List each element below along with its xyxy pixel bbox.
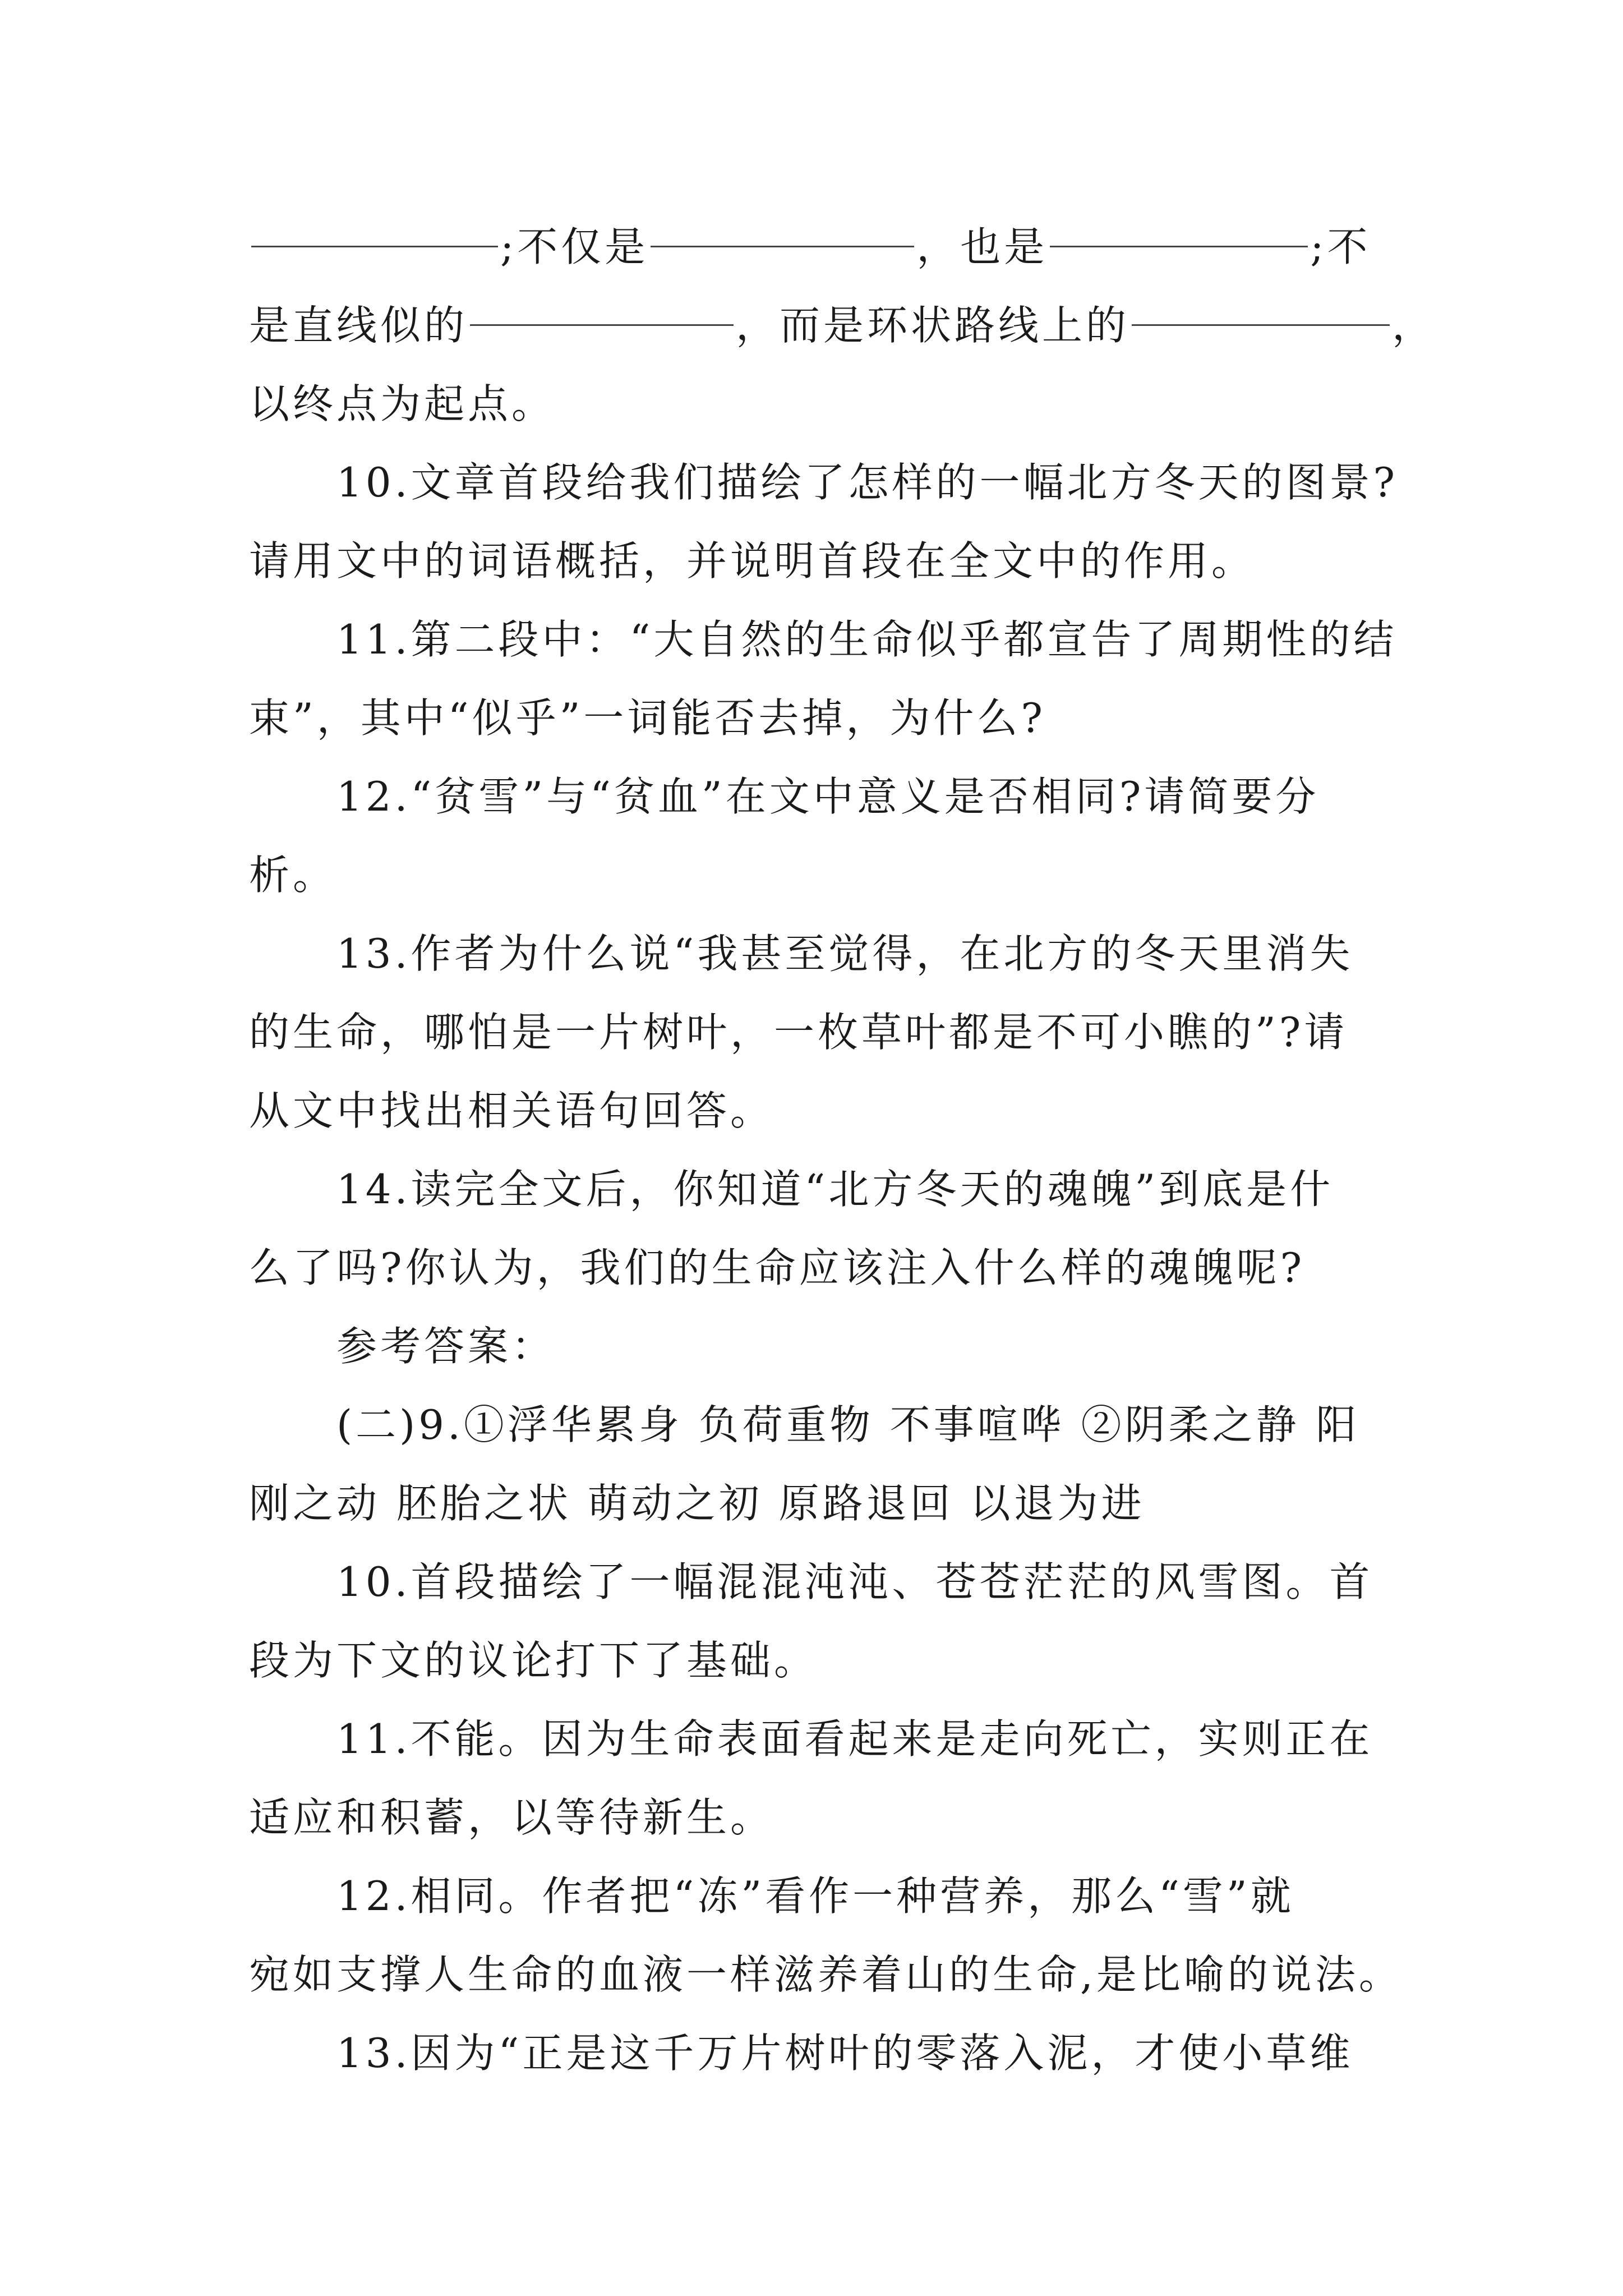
- answer-line: 适应和积蓄，以等待新生。: [249, 1794, 774, 1841]
- answer-line: 10.首段描绘了一幅混混沌沌、苍苍茫茫的风雪图。首: [336, 1558, 1373, 1605]
- answer-line: 12.相同。作者把“冻”看作一种营养，那么“雪”就: [336, 1872, 1294, 1920]
- answer-10: [249, 1543, 1382, 1700]
- answer-blank[interactable]: [1132, 324, 1390, 326]
- fill-in-text: ，而是环状路线上的: [736, 302, 1130, 349]
- question-line: 的生命，哪怕是一片树叶，一枚草叶都是不可小瞧的”?请: [249, 1009, 1348, 1056]
- fill-in-line-1: [249, 208, 1382, 286]
- question-line: 13.作者为什么说“我甚至觉得，在北方的冬天里消失: [336, 930, 1354, 977]
- answer-line: 刚之动 胚胎之状 萌动之初 原路退回 以退为进: [249, 1480, 1145, 1527]
- answer-line: 段为下文的议论打下了基础。: [249, 1637, 818, 1684]
- question-line: 从文中找出相关语句回答。: [249, 1087, 774, 1134]
- answer-13: [249, 2014, 1382, 2092]
- question-line: 10.文章首段给我们描绘了怎样的一幅北方冬天的图景?: [336, 459, 1399, 506]
- fill-in-text: ，: [1392, 302, 1436, 349]
- question-11: [249, 600, 1398, 757]
- answer-12: [249, 1857, 1403, 2014]
- answer-9: [249, 1386, 1382, 1543]
- question-line: 析。: [249, 852, 337, 899]
- answer-11: [249, 1700, 1382, 1857]
- question-10: [249, 443, 1399, 600]
- fill-in-text: 是直线似的: [249, 302, 468, 349]
- answer-line: (二)9.①浮华累身 负荷重物 不事喧哗 ②阴柔之静 阳: [336, 1401, 1360, 1448]
- answer-line: 宛如支撑人生命的血液一样滋养着山的生命,是比喻的说法。: [249, 1951, 1403, 1998]
- question-13: [249, 914, 1382, 1150]
- fill-in-text: ，也是: [916, 223, 1048, 270]
- answer-line: 13.因为“正是这千万片树叶的零落入泥，才使小草维: [336, 2030, 1354, 2077]
- fill-in-line-2: [249, 286, 1436, 365]
- question-line: 束”，其中“似乎”一词能否去掉，为什么?: [249, 694, 1046, 742]
- question-line: 11.第二段中：“大自然的生命似乎都宣告了周期性的结: [336, 616, 1398, 663]
- answer-blank[interactable]: [651, 245, 914, 247]
- question-12: [249, 757, 1382, 914]
- document-page: [249, 208, 1436, 2092]
- question-line: 12.“贫雪”与“贫血”在文中意义是否相同?请简要分: [336, 773, 1320, 820]
- question-14: [249, 1150, 1382, 1307]
- fill-in-line-3: 以终点为起点。: [249, 380, 556, 427]
- answer-blank[interactable]: [251, 245, 498, 247]
- answer-blank[interactable]: [470, 324, 734, 326]
- answer-blank[interactable]: [1050, 245, 1308, 247]
- question-line: 14.读完全文后，你知道“北方冬天的魂魄”到底是什: [336, 1166, 1334, 1213]
- fill-in-text: ;不: [1310, 223, 1371, 270]
- question-line: 么了吗?你认为，我们的生命应该注入什么样的魂魄呢?: [249, 1244, 1306, 1291]
- question-line: 请用文中的词语概括，并说明首段在全文中的作用。: [249, 537, 1256, 585]
- answer-line: 11.不能。因为生命表面看起来是走向死亡，实则正在: [336, 1715, 1373, 1763]
- answers-heading: 参考答案：: [336, 1323, 556, 1370]
- fill-in-text: ;不仅是: [500, 223, 649, 270]
